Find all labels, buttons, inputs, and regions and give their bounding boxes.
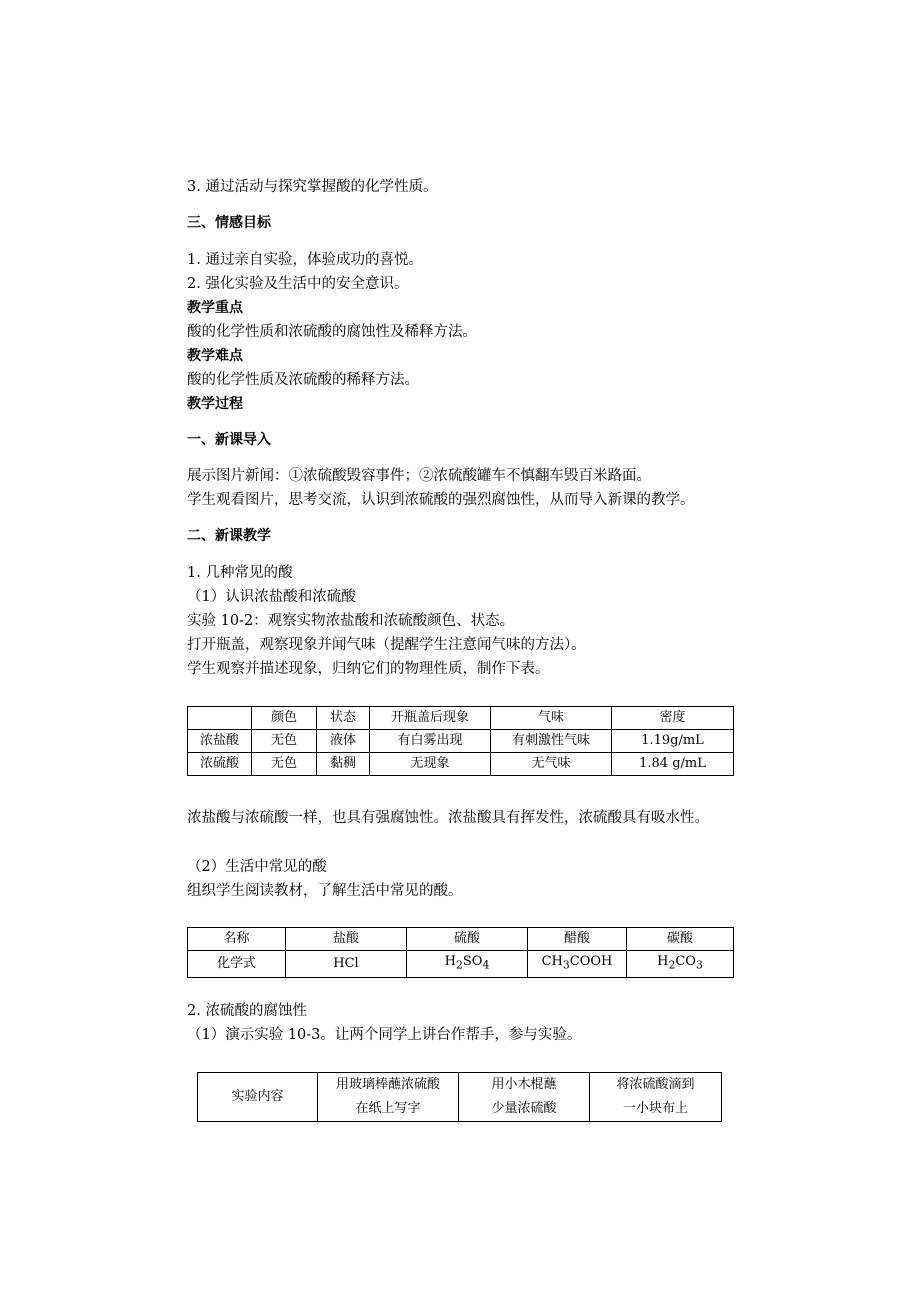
table-row <box>188 928 734 951</box>
subsection-1: （1）认识浓盐酸和浓硫酸 <box>187 589 356 605</box>
table-cell: 液体 <box>317 730 370 753</box>
table-cell: 有刺激性气味 <box>491 730 612 753</box>
table-cell: 1.19g/mL <box>612 730 734 753</box>
table-row <box>198 1073 722 1122</box>
table-cell: 无现象 <box>370 753 491 776</box>
table-cell: 无气味 <box>491 753 612 776</box>
heading-emotion-goals: 三、情感目标 <box>187 215 271 231</box>
section-corrosiveness: 2. 浓硫酸的腐蚀性 <box>187 1003 307 1019</box>
table-cell: 黏稠 <box>317 753 370 776</box>
table-cell: 密度 <box>612 707 734 730</box>
table-header-row <box>188 707 734 730</box>
demo-experiment-10-3: （1）演示实验 10-3。让两个同学上讲台作帮手，参与实验。 <box>187 1027 582 1043</box>
table-cell: 无色 <box>252 753 317 776</box>
acid-properties-table <box>187 706 734 776</box>
formula-ch3cooh: $CH_3COOH$ <box>528 951 627 978</box>
table-cell: 气味 <box>491 707 612 730</box>
table-cell: 浓盐酸 <box>188 730 252 753</box>
table-row <box>188 753 734 776</box>
table-row <box>188 951 734 978</box>
formula-h2so4: $H_2SO_4$ <box>407 951 528 978</box>
difficulties-text: 酸的化学性质及浓硫酸的稀释方法。 <box>187 372 419 388</box>
summary-text: 浓盐酸与浓硫酸一样，也具有强腐蚀性。浓盐酸具有挥发性，浓硫酸具有吸水性。 <box>187 810 709 826</box>
common-acids-table <box>187 927 734 978</box>
experiment-table <box>197 1072 722 1122</box>
emotion-goal-2: 2. 强化实验及生活中的安全意识。 <box>187 276 409 292</box>
table-cell: 将浓硫酸滴到 一小块布上 <box>590 1073 722 1122</box>
table-cell: 开瓶盖后现象 <box>370 707 491 730</box>
table-cell: 1.84 g/mL <box>612 753 734 776</box>
emotion-goal-1: 1. 通过亲自实验，体验成功的喜悦。 <box>187 252 423 268</box>
table-cell: 用玻璃棒蘸浓硫酸 在纸上写字 <box>318 1073 459 1122</box>
intro-text-2: 学生观看图片，思考交流，认识到浓硫酸的强烈腐蚀性，从而导入新课的教学。 <box>187 492 695 508</box>
table-row <box>188 730 734 753</box>
formula-hcl: HCl <box>286 951 407 978</box>
subsection-2: （2）生活中常见的酸 <box>187 859 327 875</box>
table-cell: 盐酸 <box>286 928 407 951</box>
students-observe-text: 学生观察并描述现象，归纳它们的物理性质，制作下表。 <box>187 661 550 677</box>
heading-key-points: 教学重点 <box>187 300 243 316</box>
table-cell: 实验内容 <box>198 1073 318 1122</box>
table-cell: 硫酸 <box>407 928 528 951</box>
heading-intro: 一、新课导入 <box>187 432 271 448</box>
table-cell: 碳酸 <box>627 928 734 951</box>
table-cell: 无色 <box>252 730 317 753</box>
objective-3: 3. 通过活动与探究掌握酸的化学性质。 <box>187 179 438 195</box>
heading-teaching-process: 教学过程 <box>187 396 243 412</box>
heading-difficulties: 教学难点 <box>187 348 243 364</box>
table-cell: 醋酸 <box>528 928 627 951</box>
table-cell: 状态 <box>317 707 370 730</box>
heading-new-lesson: 二、新课教学 <box>187 528 271 544</box>
section-common-acids: 1. 几种常见的酸 <box>187 565 293 581</box>
table-cell: 有白雾出现 <box>370 730 491 753</box>
table-cell: 化学式 <box>188 951 286 978</box>
table-cell: 颜色 <box>252 707 317 730</box>
table-cell: 用小木棍蘸 少量浓硫酸 <box>459 1073 590 1122</box>
table-cell: 名称 <box>188 928 286 951</box>
key-points-text: 酸的化学性质和浓硫酸的腐蚀性及稀释方法。 <box>187 324 477 340</box>
intro-text-1: 展示图片新闻：①浓硫酸毁容事件；②浓硫酸罐车不慎翻车毁百米路面。 <box>187 468 651 484</box>
experiment-10-2: 实验 10-2：观察实物浓盐酸和浓硫酸颜色、状态。 <box>187 613 515 629</box>
table-cell <box>188 707 252 730</box>
read-textbook-text: 组织学生阅读教材，了解生活中常见的酸。 <box>187 883 463 899</box>
open-bottle-text: 打开瓶盖，观察现象并闻气味（提醒学生注意闻气味的方法）。 <box>187 637 586 653</box>
formula-h2co3: $H_2CO_3$ <box>627 951 734 978</box>
table-cell: 浓硫酸 <box>188 753 252 776</box>
